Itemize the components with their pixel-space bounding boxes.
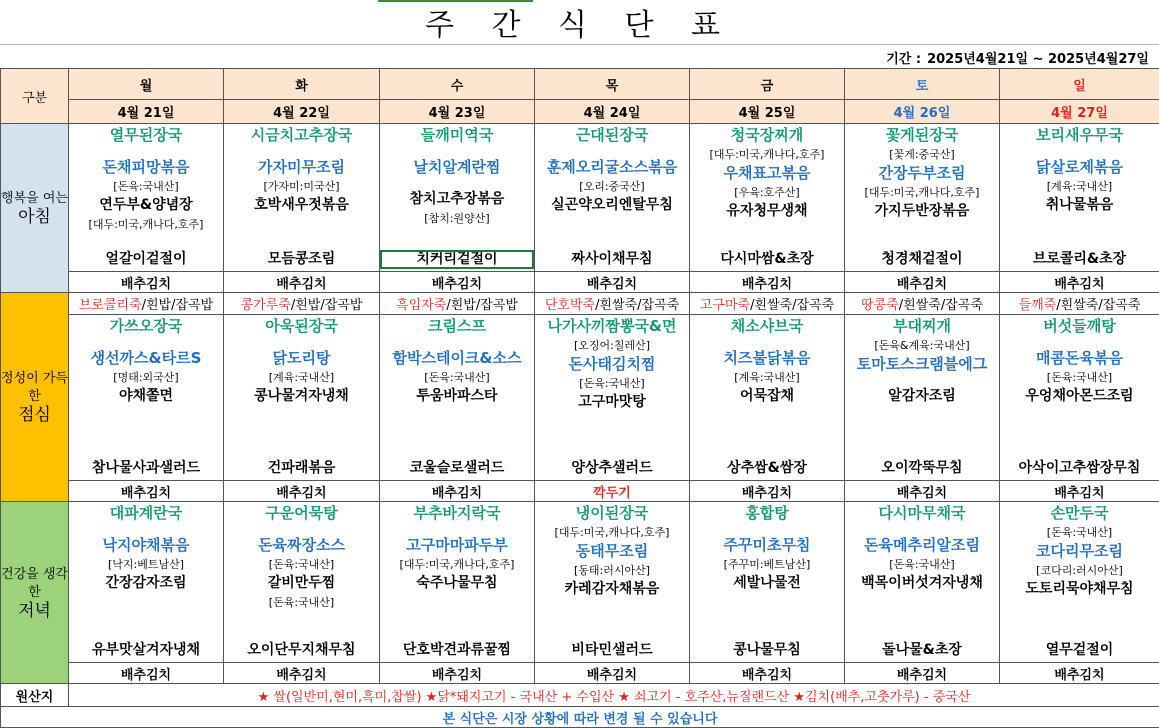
dish-list [380, 502, 534, 660]
side-dish-2-item: 오이깍뚝무침 [881, 460, 963, 476]
soup-item: 보리새우무국 [1036, 126, 1123, 144]
soup-origin: [오징어:칠레산] [573, 339, 651, 352]
dinner-dishes-cell [535, 502, 690, 663]
dish-list [1000, 502, 1159, 660]
kimchi-cell: 배추김치 [380, 481, 535, 502]
kimchi-cell: 배추김치 [1000, 272, 1159, 293]
lunch-porridge-row [1, 293, 1159, 315]
main-dish-origin: [주꾸미:베트남산] [723, 558, 811, 571]
dinner-kimchi-row [1, 663, 1159, 684]
dish-list [535, 502, 689, 660]
morning-dishes-cell [69, 124, 224, 272]
kimchi-cell: 배추김치 [380, 272, 535, 293]
morning-dishes-cell [224, 124, 380, 272]
side-dish-2-item: 청경채겉절이 [881, 251, 963, 267]
side-dish-2-item: 비타민샐러드 [571, 642, 653, 658]
header-day-row [1, 69, 1159, 100]
header-gubun: 구분 [1, 69, 69, 124]
dish-list [224, 315, 379, 478]
main-dish-origin: [대두:미국,캐나다,호주] [399, 558, 515, 571]
side-dish-item: 숙주나물무침 [416, 575, 498, 591]
kimchi-cell: 배추김치 [380, 663, 535, 684]
kimchi-cell: 배추김치 [224, 272, 380, 293]
soup-item: 채소샤브국 [730, 317, 804, 335]
main-dish-item: 날치알계란찜 [413, 158, 501, 176]
main-dish-origin: [돈육:국내산] [579, 377, 645, 390]
porridge-rice: /흰밥/잡곡밥 [141, 298, 214, 313]
main-dish-item: 가자미무조림 [258, 158, 345, 176]
morning-dishes-cell [690, 124, 845, 272]
header-day-0: 월 [69, 69, 224, 100]
dinner-dishes-cell [690, 502, 845, 663]
morning-dishes-cell [535, 124, 690, 272]
soup-origin: [대두:미국,캐나다,호주] [709, 148, 825, 161]
side-dish-2-item: 참나물사과샐러드 [91, 460, 201, 476]
porridge-special: 브로콜리죽 [78, 298, 142, 313]
kimchi-cell: 배추김치 [224, 663, 380, 684]
dish-list [845, 502, 999, 660]
kimchi-cell: 배추김치 [69, 663, 224, 684]
main-dish-origin: [계육:국내산] [1046, 180, 1113, 193]
soup-item: 들깨미역국 [420, 126, 494, 144]
main-dish-item: 돈사태김치찜 [568, 355, 656, 373]
soup-item: 냉이된장국 [575, 504, 649, 522]
lunch-dishes-cell [224, 315, 380, 481]
notice-row [1, 707, 1159, 728]
main-dish-origin: [동태:러시아산] [573, 564, 651, 577]
side-dish-origin: [참치:원양산] [424, 212, 490, 225]
side-dish-item: 참치고추장볶음 [409, 191, 505, 207]
porridge-rice: /흰쌀죽/잡곡죽 [595, 298, 680, 313]
kimchi-cell: 배추김치 [690, 481, 845, 502]
notice-text: 본 식단은 시장 상황에 따라 변경 될 수 있습니다 [1, 707, 1159, 728]
dinner-dishes-cell [69, 502, 224, 663]
kimchi-cell: 배추김치 [690, 272, 845, 293]
main-dish-origin: [우육:호주산] [734, 186, 800, 199]
kimchi-cell: 배추김치 [69, 481, 224, 502]
soup-origin: [대두:미국,캐나다,호주] [554, 526, 670, 539]
soup-item: 꽃게된장국 [885, 126, 959, 144]
side-dish-item: 도토리묵야채무침 [1025, 581, 1134, 597]
dish-list [690, 315, 844, 478]
header-date-3: 4월 24일 [535, 100, 690, 124]
main-dish-item: 닭살로제볶음 [1036, 158, 1123, 176]
soup-item: 구운어묵탕 [265, 504, 338, 522]
kimchi-cell: 배추김치 [1000, 663, 1159, 684]
side-dish-2-item: 치커리겉절이 [380, 250, 534, 269]
lunch-dishes-cell [69, 315, 224, 481]
soup-item: 가쓰오장국 [109, 317, 183, 335]
side-dish-2-item: 건파래볶음 [267, 460, 336, 476]
origin-label: 원산지 [1, 684, 69, 707]
soup-item: 부추바지락국 [413, 504, 501, 522]
dish-list [1000, 124, 1159, 269]
porridge-rice: /흰밥/잡곡밥 [290, 298, 363, 313]
kimchi-cell: 배추김치 [845, 272, 1000, 293]
soup-item: 홍합탕 [745, 504, 789, 522]
soup-item: 버섯들깨탕 [1043, 317, 1116, 335]
main-dish-origin: [명태:외국산] [113, 371, 179, 384]
side-dish-2-item: 유부맛살겨자냉채 [91, 642, 201, 658]
porridge-cell [380, 293, 535, 315]
side-dish-2-item: 브로콜리&초장 [1032, 251, 1127, 267]
porridge-special: 고구마죽 [699, 298, 751, 313]
porridge-special: 단호박죽 [544, 298, 596, 313]
dish-list [69, 124, 223, 269]
kimchi-cell: 배추김치 [69, 272, 224, 293]
soup-item: 손만두국 [1050, 504, 1109, 522]
lunch-kimchi-row [1, 481, 1159, 502]
side-dish-item: 어묵잡채 [739, 388, 795, 404]
soup-item: 다시마무채국 [878, 504, 966, 522]
soup-item: 근대된장국 [575, 126, 649, 144]
side-dish-item: 간장감자조림 [105, 575, 187, 591]
kimchi-cell: 배추김치 [535, 663, 690, 684]
main-dish-item: 우채표고볶음 [723, 164, 811, 182]
main-dish-item: 닭도리탕 [272, 349, 331, 367]
header-day-1: 화 [224, 69, 380, 100]
side-dish-item: 알감자조림 [888, 388, 956, 404]
side-dish-origin: [대두:미국,캐나다,호주] [88, 218, 204, 231]
lunch-dishes-row [1, 315, 1159, 481]
kimchi-cell: 배추김치 [845, 481, 1000, 502]
side-dish-item: 카레감자채볶음 [564, 581, 660, 597]
porridge-cell [69, 293, 224, 315]
porridge-special: 콩가루죽 [240, 298, 291, 313]
main-dish-item: 돈채피망볶음 [102, 158, 190, 176]
main-dish-origin: [낙지:베트남산] [107, 558, 185, 571]
header-date-5: 4월 26일 [845, 100, 1000, 124]
soup-item: 나가사끼짬뽕국&면 [547, 317, 677, 335]
porridge-special: 흑임자죽 [396, 298, 447, 313]
side-dish-item: 갈비만두찜 [267, 575, 336, 591]
dinner-dishes-cell [224, 502, 380, 663]
side-dish-2-item: 다시마쌈&초장 [720, 251, 814, 267]
period-range: 2025년4월21일 ~ 2025년4월27일 [927, 51, 1149, 67]
main-dish-origin: [대두:미국,캐나다,호주] [864, 186, 980, 199]
dinner-label-small: 건강을 생각한 [1, 566, 68, 600]
lunch-dishes-cell [535, 315, 690, 481]
main-dish-item: 주꾸미초무침 [723, 536, 811, 554]
main-dish-origin: [돈육:국내산] [113, 180, 179, 193]
side-dish-item: 취나물볶음 [1045, 197, 1114, 213]
porridge-special: 들깨죽 [1018, 298, 1057, 313]
dish-list [535, 315, 689, 478]
morning-label [1, 124, 69, 293]
morning-label-big: 아침 [18, 207, 51, 227]
side-dish-item: 호박새우젓볶음 [254, 197, 349, 213]
main-dish-origin: [계육:국내산] [268, 371, 335, 384]
header-day-3: 목 [535, 69, 690, 100]
soup-item: 시금치고추장국 [250, 126, 353, 144]
soup-origin: [꽃게:중국산] [889, 148, 955, 161]
dish-list [535, 124, 689, 269]
morning-dishes-row [1, 124, 1159, 272]
main-dish-item: 코다리무조림 [1036, 542, 1123, 560]
dinner-dishes-cell [380, 502, 535, 663]
main-dish-item: 훈제오리굴소스볶음 [546, 158, 678, 176]
side-dish-item: 우엉채아몬드조림 [1025, 388, 1134, 404]
main-dish-item: 고구마마파두부 [406, 536, 508, 554]
side-dish-item: 야채쫄면 [118, 388, 174, 404]
lunch-dishes-cell [380, 315, 535, 481]
header-day-4: 금 [690, 69, 845, 100]
porridge-cell [1000, 293, 1159, 315]
morning-dishes-cell [845, 124, 1000, 272]
side-dish-2-item: 아삭이고추쌈장무침 [1018, 460, 1141, 476]
side-dish-item: 콩나물겨자냉채 [254, 388, 349, 404]
morning-dishes-cell [380, 124, 535, 272]
header-date-0: 4월 21일 [69, 100, 224, 124]
side-dish-2-item: 코울슬로샐러드 [409, 460, 505, 476]
header-day-6: 일 [1000, 69, 1159, 100]
side-dish-item: 가지두반장볶음 [874, 203, 970, 219]
main-dish-origin: [코다리:러시아산] [1036, 564, 1123, 577]
period [886, 46, 1149, 68]
main-dish-origin: [돈육:국내산] [268, 558, 335, 571]
main-dish-origin: [돈육:국내산] [424, 371, 490, 384]
porridge-special: 땅콩죽 [861, 298, 899, 313]
lunch-dishes-cell [845, 315, 1000, 481]
origin-text: ★ 쌀(일반미,현미,흑미,찹쌀) ★닭*돼지고기 - 국내산 + 수입산 ★ 쇠고기 - 호주산,뉴질랜드산 ★김치(배추,고춧가루) - 중국산 [69, 684, 1159, 707]
porridge-cell [845, 293, 1000, 315]
soup-origin: [돈육:국내산] [1046, 526, 1113, 539]
kimchi-cell: 배추김치 [1000, 481, 1159, 502]
morning-kimchi-row [1, 272, 1159, 293]
side-dish-item: 실곤약오리엔탈무침 [551, 197, 673, 213]
kimchi-cell: 배추김치 [535, 272, 690, 293]
main-dish-item: 함박스테이크&소스 [392, 349, 522, 367]
header-date-2: 4월 23일 [380, 100, 535, 124]
dish-list [224, 502, 379, 660]
kimchi-cell: 배추김치 [224, 481, 380, 502]
dinner-label-big: 저녁 [18, 600, 51, 621]
side-dish-2-item: 얼갈이겉절이 [105, 251, 187, 267]
main-dish-item: 토마토스크램블에그 [856, 355, 988, 373]
main-dish-origin: [계육:국내산] [734, 371, 800, 384]
side-dish-2-item: 짜사이채무침 [571, 251, 653, 267]
main-dish-item: 동태무조림 [575, 542, 649, 560]
main-dish-origin: [돈육:국내산] [1046, 371, 1113, 384]
dish-list [690, 124, 844, 269]
morning-dishes-cell [1000, 124, 1159, 272]
period-label: 기간 : [886, 51, 922, 67]
lunch-label-big: 점심 [18, 405, 51, 425]
dish-list [224, 124, 379, 269]
soup-item: 아욱된장국 [265, 317, 338, 335]
header-date-6: 4월 27일 [1000, 100, 1159, 124]
side-dish-item: 투움바파스타 [416, 388, 498, 404]
dinner-dishes-cell [1000, 502, 1159, 663]
dish-list [69, 502, 223, 660]
side-dish-item: 고구마맛탕 [578, 394, 646, 410]
side-dish-2-item: 모듬콩조림 [267, 251, 336, 267]
side-dish-item: 연두부&양념장 [99, 197, 193, 213]
porridge-cell [690, 293, 845, 315]
side-dish-item: 백목이버섯겨자냉채 [861, 575, 983, 591]
porridge-rice: /흰쌀죽/잡곡죽 [1056, 298, 1141, 313]
lunch-label [1, 293, 69, 502]
menu-table [0, 68, 1159, 728]
header-date-4: 4월 25일 [690, 100, 845, 124]
dinner-dishes-row [1, 502, 1159, 663]
porridge-cell [224, 293, 380, 315]
porridge-rice: /흰밥/잡곡밥 [446, 298, 518, 313]
dish-list [380, 124, 534, 269]
side-dish-item: 유자청무생채 [726, 203, 808, 219]
kimchi-cell: 배추김치 [845, 663, 1000, 684]
kimchi-cell: 깍두기 [535, 481, 690, 502]
side-dish-item: 세발나물전 [733, 575, 801, 591]
main-dish-origin: [돈육:국내산] [889, 558, 955, 571]
porridge-cell [535, 293, 690, 315]
main-dish-item: 간장두부조림 [878, 164, 966, 182]
soup-item: 열무된장국 [109, 126, 183, 144]
main-dish-item: 돈육메추리알조림 [864, 536, 980, 554]
porridge-rice: /흰쌀죽/잡곡죽 [898, 298, 983, 313]
side-dish-2-item: 상추쌈&쌈장 [727, 460, 807, 476]
dish-list [1000, 315, 1159, 478]
soup-item: 부대찌개 [893, 317, 951, 335]
soup-item: 청국장찌개 [730, 126, 804, 144]
side-dish-2-item: 돌나물&초장 [882, 642, 962, 658]
main-dish-item: 치즈불닭볶음 [723, 349, 811, 367]
dinner-label [1, 502, 69, 684]
header-date-1: 4월 22일 [224, 100, 380, 124]
main-dish-origin: [가자미:미국산] [263, 180, 340, 193]
header-day-5: 토 [845, 69, 1000, 100]
dish-list [380, 315, 534, 478]
lunch-dishes-cell [690, 315, 845, 481]
header-date-row [1, 100, 1159, 124]
porridge-rice: /흰쌀죽/잡곡죽 [750, 298, 835, 313]
dish-list [845, 124, 999, 269]
page-title: 주 간 식 단 표 [0, 0, 1159, 45]
main-dish-item: 낙지야채볶음 [102, 536, 190, 554]
main-dish-item: 매콤돈육볶음 [1036, 349, 1123, 367]
soup-origin: [돈육&계육:국내산] [874, 339, 970, 352]
dish-list [69, 315, 223, 478]
side-dish-2-item: 열무겉절이 [1045, 642, 1114, 658]
morning-label-small: 행복을 여는 [1, 191, 68, 206]
origin-row [1, 684, 1159, 707]
main-dish-item: 생선까스&타르S [90, 349, 202, 367]
dinner-dishes-cell [845, 502, 1000, 663]
lunch-dishes-cell [1000, 315, 1159, 481]
side-dish-origin: [돈육:국내산] [268, 596, 335, 609]
soup-item: 대파계란국 [109, 504, 183, 522]
dish-list [690, 502, 844, 660]
dish-list [845, 315, 999, 478]
main-dish-origin: [오리:중국산] [579, 180, 645, 193]
side-dish-2-item: 단호박견과류꿀찜 [402, 642, 512, 658]
side-dish-2-item: 양상추샐러드 [571, 460, 653, 476]
side-dish-2-item: 콩나물무침 [733, 642, 801, 658]
kimchi-cell: 배추김치 [690, 663, 845, 684]
soup-item: 크림스프 [428, 317, 486, 335]
side-dish-2-item: 오이단무지채무침 [247, 642, 356, 658]
main-dish-item: 돈육짜장소스 [258, 536, 345, 554]
header-day-2: 수 [380, 69, 535, 100]
lunch-label-small: 정성이 가득한 [1, 371, 68, 404]
